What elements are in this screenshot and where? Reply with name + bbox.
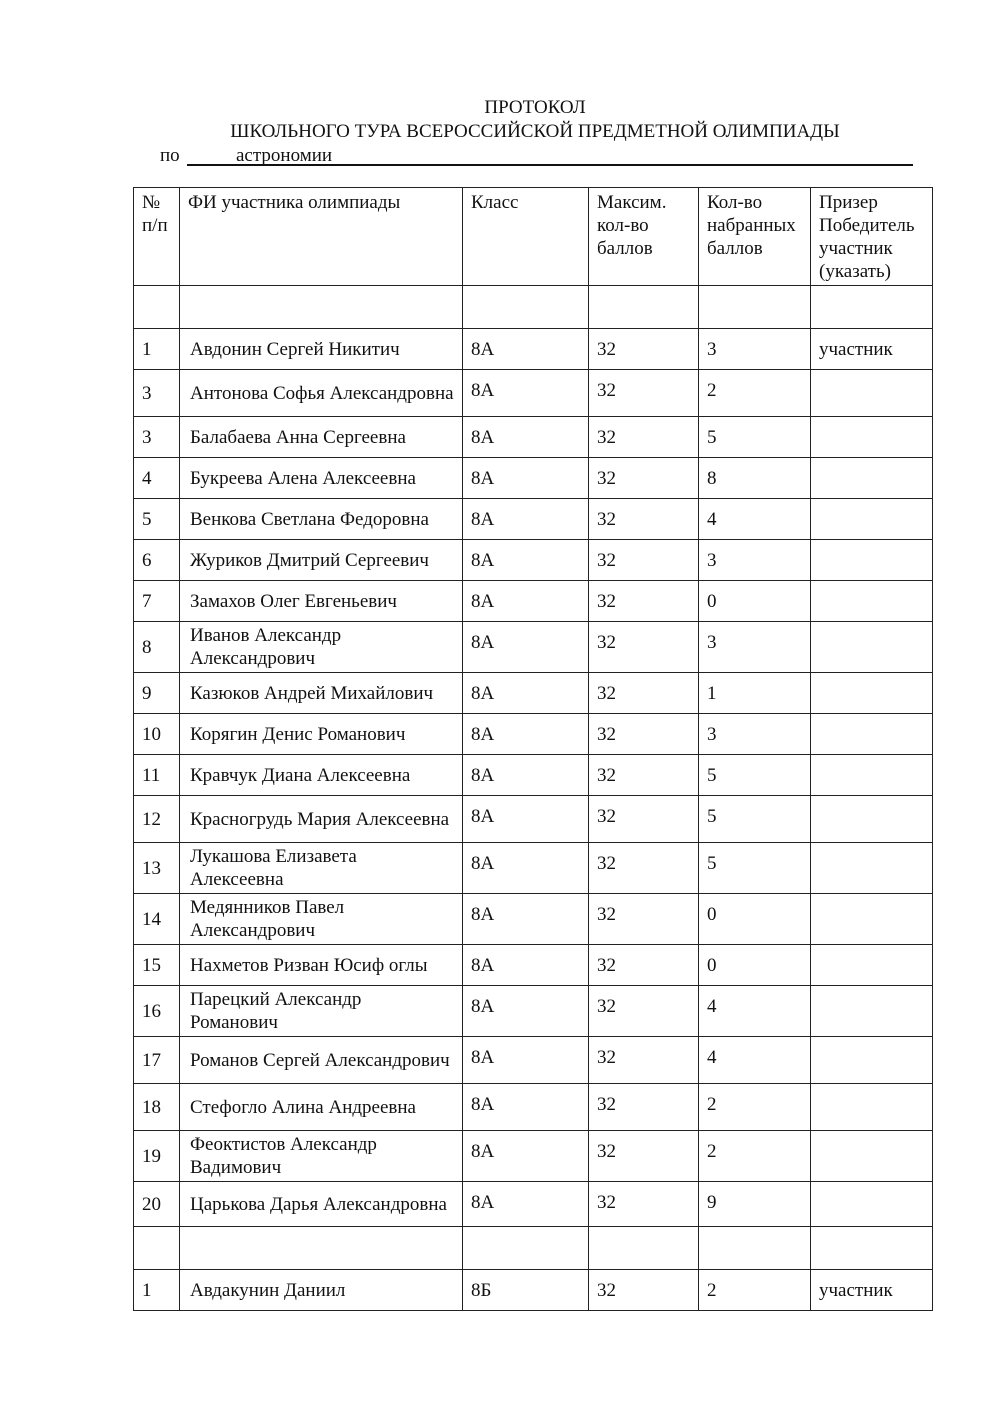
cell-score: 5 — [699, 417, 811, 458]
cell-status — [811, 458, 933, 499]
cell-status — [811, 540, 933, 581]
table-row — [134, 622, 933, 673]
table-row — [134, 714, 933, 755]
cell-class: 8А — [463, 370, 589, 417]
table-row — [134, 1084, 933, 1131]
cell-number: 16 — [134, 986, 180, 1037]
table-row — [134, 755, 933, 796]
protocol-subtitle: ШКОЛЬНОГО ТУРА ВСЕРОССИЙСКОЙ ПРЕДМЕТНОЙ ОЛИМПИАДЫ — [230, 121, 840, 142]
column-header-class: Класс — [463, 188, 589, 286]
cell-max-score: 32 — [589, 986, 699, 1037]
cell-status — [811, 1131, 933, 1182]
cell-name: Царькова Дарья Александровна — [180, 1182, 463, 1227]
cell-class: 8А — [463, 1037, 589, 1084]
table-row — [134, 286, 933, 329]
cell-status — [811, 673, 933, 714]
cell-max-score: 32 — [589, 370, 699, 417]
cell-number: 3 — [134, 370, 180, 417]
cell-status — [811, 1182, 933, 1227]
cell-class: 8А — [463, 329, 589, 370]
cell-name: Кравчук Диана Алексеевна — [180, 755, 463, 796]
cell-score: 2 — [699, 1131, 811, 1182]
cell-name: Антонова Софья Александровна — [180, 370, 463, 417]
results-table — [133, 187, 933, 1311]
cell-status — [811, 894, 933, 945]
cell-status — [811, 499, 933, 540]
cell-class: 8А — [463, 1084, 589, 1131]
cell-score — [699, 1227, 811, 1270]
cell-class: 8А — [463, 673, 589, 714]
cell-class — [463, 286, 589, 329]
table-row — [134, 894, 933, 945]
cell-class: 8А — [463, 755, 589, 796]
subject-prefix: по — [160, 145, 180, 166]
cell-number: 7 — [134, 581, 180, 622]
cell-status — [811, 1037, 933, 1084]
cell-class: 8А — [463, 714, 589, 755]
cell-class: 8А — [463, 458, 589, 499]
cell-max-score: 32 — [589, 1270, 699, 1311]
cell-number: 19 — [134, 1131, 180, 1182]
cell-name: Авдонин Сергей Никитич — [180, 329, 463, 370]
cell-class: 8А — [463, 622, 589, 673]
cell-score: 3 — [699, 622, 811, 673]
table-header-row — [134, 188, 933, 286]
column-header-status: Призер Победитель участник (указать) — [811, 188, 933, 286]
cell-name: Иванов Александр Александрович — [180, 622, 463, 673]
cell-number: 10 — [134, 714, 180, 755]
cell-max-score: 32 — [589, 622, 699, 673]
cell-score: 1 — [699, 673, 811, 714]
protocol-title: ПРОТОКОЛ — [484, 97, 586, 118]
cell-score: 4 — [699, 986, 811, 1037]
cell-score: 5 — [699, 796, 811, 843]
cell-class: 8А — [463, 581, 589, 622]
cell-max-score: 32 — [589, 894, 699, 945]
table-row — [134, 417, 933, 458]
cell-name: Романов Сергей Александрович — [180, 1037, 463, 1084]
cell-score: 5 — [699, 755, 811, 796]
cell-max-score: 32 — [589, 581, 699, 622]
cell-number: 20 — [134, 1182, 180, 1227]
cell-name: Корягин Денис Романович — [180, 714, 463, 755]
cell-number: 18 — [134, 1084, 180, 1131]
table-row — [134, 986, 933, 1037]
cell-name: Парецкий Александр Романович — [180, 986, 463, 1037]
cell-number: 14 — [134, 894, 180, 945]
cell-status — [811, 1227, 933, 1270]
cell-score: 3 — [699, 540, 811, 581]
cell-score: 3 — [699, 714, 811, 755]
cell-max-score: 32 — [589, 540, 699, 581]
cell-max-score: 32 — [589, 417, 699, 458]
column-header-max-score: Максим. кол-во баллов — [589, 188, 699, 286]
column-header-name: ФИ участника олимпиады — [180, 188, 463, 286]
cell-name: Красногрудь Мария Алексеевна — [180, 796, 463, 843]
cell-status — [811, 1084, 933, 1131]
table-row — [134, 843, 933, 894]
table-row — [134, 499, 933, 540]
cell-class: 8А — [463, 499, 589, 540]
cell-score: 8 — [699, 458, 811, 499]
cell-name: Букреева Алена Алексеевна — [180, 458, 463, 499]
cell-score — [699, 286, 811, 329]
cell-max-score: 32 — [589, 1131, 699, 1182]
cell-number: 11 — [134, 755, 180, 796]
cell-max-score: 32 — [589, 796, 699, 843]
cell-status: участник — [811, 1270, 933, 1311]
cell-number: 17 — [134, 1037, 180, 1084]
cell-status — [811, 417, 933, 458]
cell-max-score: 32 — [589, 945, 699, 986]
cell-score: 2 — [699, 370, 811, 417]
table-row — [134, 1037, 933, 1084]
table-row — [134, 458, 933, 499]
cell-status — [811, 581, 933, 622]
cell-class: 8А — [463, 1131, 589, 1182]
cell-number — [134, 286, 180, 329]
cell-class: 8А — [463, 843, 589, 894]
cell-score: 5 — [699, 843, 811, 894]
cell-class: 8А — [463, 1182, 589, 1227]
table-row — [134, 1270, 933, 1311]
cell-name — [180, 1227, 463, 1270]
cell-score: 3 — [699, 329, 811, 370]
cell-status — [811, 714, 933, 755]
cell-number: 1 — [134, 1270, 180, 1311]
cell-score: 0 — [699, 894, 811, 945]
subject-value: астрономии — [236, 145, 333, 166]
cell-max-score: 32 — [589, 499, 699, 540]
cell-number: 5 — [134, 499, 180, 540]
table-row — [134, 1131, 933, 1182]
cell-number: 9 — [134, 673, 180, 714]
cell-number: 15 — [134, 945, 180, 986]
cell-class: 8А — [463, 540, 589, 581]
cell-status — [811, 945, 933, 986]
cell-max-score: 32 — [589, 1182, 699, 1227]
cell-number: 1 — [134, 329, 180, 370]
cell-score: 0 — [699, 581, 811, 622]
cell-score: 4 — [699, 1037, 811, 1084]
cell-max-score — [589, 286, 699, 329]
cell-name — [180, 286, 463, 329]
cell-score: 0 — [699, 945, 811, 986]
subject-underline — [187, 164, 913, 166]
table-row — [134, 329, 933, 370]
table-row — [134, 673, 933, 714]
cell-max-score: 32 — [589, 1084, 699, 1131]
cell-score: 2 — [699, 1270, 811, 1311]
cell-name: Феоктистов Александр Вадимович — [180, 1131, 463, 1182]
cell-class — [463, 1227, 589, 1270]
cell-status — [811, 796, 933, 843]
table-row — [134, 581, 933, 622]
table-body — [134, 286, 933, 1311]
cell-name: Балабаева Анна Сергеевна — [180, 417, 463, 458]
cell-max-score: 32 — [589, 714, 699, 755]
cell-status — [811, 622, 933, 673]
cell-name: Стефогло Алина Андреевна — [180, 1084, 463, 1131]
cell-number: 12 — [134, 796, 180, 843]
cell-name: Казюков Андрей Михайлович — [180, 673, 463, 714]
cell-name: Лукашова Елизавета Алексеевна — [180, 843, 463, 894]
cell-name: Медянников Павел Александрович — [180, 894, 463, 945]
cell-max-score: 32 — [589, 843, 699, 894]
column-header-score: Кол-во набранных баллов — [699, 188, 811, 286]
table-row — [134, 370, 933, 417]
cell-status — [811, 843, 933, 894]
cell-status — [811, 286, 933, 329]
cell-status — [811, 986, 933, 1037]
cell-max-score: 32 — [589, 329, 699, 370]
cell-name: Авдакунин Даниил — [180, 1270, 463, 1311]
cell-name: Венкова Светлана Федоровна — [180, 499, 463, 540]
cell-score: 2 — [699, 1084, 811, 1131]
table-row — [134, 540, 933, 581]
cell-max-score: 32 — [589, 1037, 699, 1084]
cell-name: Замахов Олег Евгеньевич — [180, 581, 463, 622]
cell-status: участник — [811, 329, 933, 370]
cell-score: 4 — [699, 499, 811, 540]
column-header-number: № п/п — [134, 188, 180, 286]
cell-score: 9 — [699, 1182, 811, 1227]
cell-max-score: 32 — [589, 673, 699, 714]
cell-status — [811, 370, 933, 417]
cell-max-score: 32 — [589, 458, 699, 499]
cell-class: 8Б — [463, 1270, 589, 1311]
cell-max-score — [589, 1227, 699, 1270]
cell-number: 3 — [134, 417, 180, 458]
cell-number: 4 — [134, 458, 180, 499]
cell-number: 8 — [134, 622, 180, 673]
cell-number: 13 — [134, 843, 180, 894]
table-row — [134, 796, 933, 843]
cell-class: 8А — [463, 417, 589, 458]
table-row — [134, 1227, 933, 1270]
cell-class: 8А — [463, 796, 589, 843]
cell-status — [811, 755, 933, 796]
cell-max-score: 32 — [589, 755, 699, 796]
document-header — [0, 96, 1000, 166]
subject-line — [160, 144, 913, 168]
table-row — [134, 945, 933, 986]
cell-class: 8А — [463, 986, 589, 1037]
cell-number — [134, 1227, 180, 1270]
cell-name: Нахметов Ризван Юсиф оглы — [180, 945, 463, 986]
cell-name: Журиков Дмитрий Сергеевич — [180, 540, 463, 581]
cell-class: 8А — [463, 945, 589, 986]
table-row — [134, 1182, 933, 1227]
cell-class: 8А — [463, 894, 589, 945]
cell-number: 6 — [134, 540, 180, 581]
